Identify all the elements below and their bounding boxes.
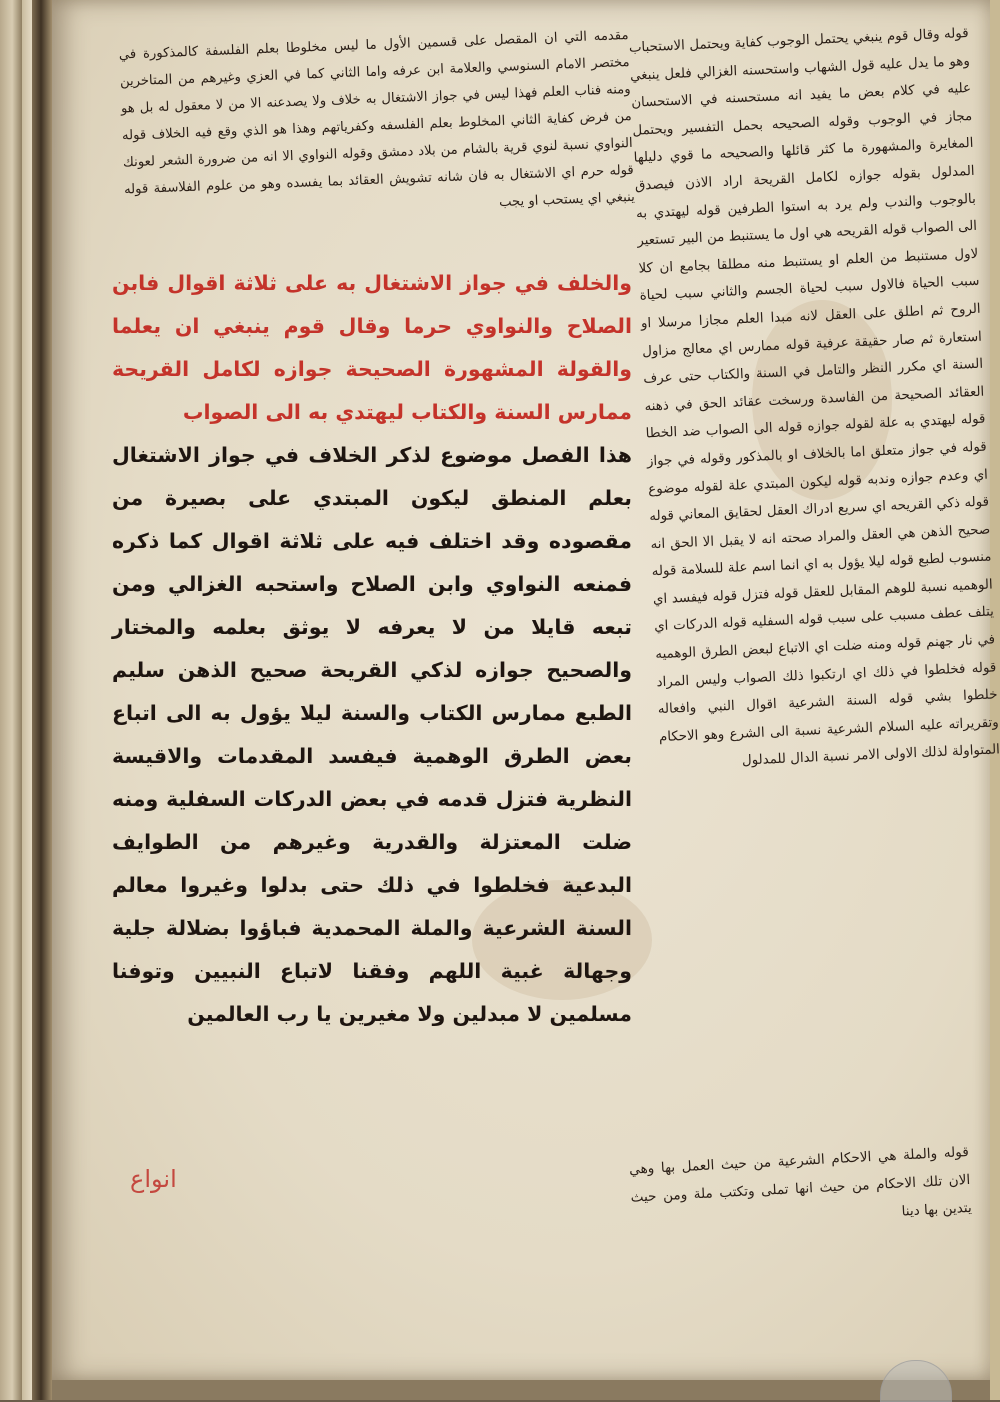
catchword: انواع (130, 1165, 177, 1193)
left-leaf-strip (22, 0, 32, 1400)
binding-gutter (32, 0, 52, 1400)
top-gloss-text: مقدمه التي ان المقصل على قسمين الأول ما ليس مخلوطا بعلم الفلسفة كالمذكورة في مختصر الامام السنوسي والعلامة ابن عرفه واما الثاني كما في العزي وغيرهم من المتاخرين ومنه فناب العلم فهذا ليس في جواز الاشتغال به خلاف ولا يصدعنه الا من لا معقول له بل هو من فرض كفاية الثاني المخلوط بعلم الفلسفه وكفرياتهم وهذا هو الذي وقع فيه الخلاف قوله النواوي نسبة لنوي قرية بالشام من بلاد دمشق وقوله النواوي الا انه من ضرورة الشعر لعونك قوله حرم اي الاشتغال به فان شانه تشويش العقائد بما يفسده وهو من علوم الفلاسفة قوله ينبغي اي يستحب او يجب (118, 27, 636, 211)
right-gloss-text: قوله وقال قوم ينبغي يحتمل الوجوب كفاية ويحتمل الاستحباب وهو ما يدل عليه قول الشهاب واستحسنه الغزالي فلعل ينبغي عليه في كلام بعض ما يفيد انه مستحسنه في الاستحسان مجاز في الوجوب وقوله الصحيحه بحمل التفسير ويحتمل المغايرة والمشهورة ما كثر قائلها والصحيحه ما قوي دليلها المدلول بقوله جوازه لكامل القريحة اراد الاذن فيصدق بالوجوب والندب ولم يرد به استوا الطرفين قوله ليهتدي به الى الصواب قوله القريحه هي اول ما يستنبط من البير تستعير لاول مستنبط من العلم او يستنبط منه مطلقا بجامع ان كلا سبب الحياة فالاول سبب لحياة الجسم والثاني سبب لحياة الروح ثم اطلق على العقل لانه مبدا العلم مجازا مرسلا او استعارة ثم صار حقيقة عرفية قوله ممارس اي معالج مزاول السنة اي مكرر النظر والتامل في السنة والكتاب حتى عرف العقائد الصحيحة من الفاسدة ورسخت عقائد الحق في ذهنه قوله ليهتدي به علة لقوله جوازه قوله الى الصواب ضد الخطا قوله في جواز متعلق اما بالخلاف او بالمذكور وقوله في جواز اي وعدم جوازه وندبه قوله ليكون المبتدي علة لقوله موضوع قوله ذكي القريحه اي سريع ادراك العقل لحقايق المعاني قوله صحيح الذهن هي العقل والمراد صحته انه لا يقبل الا الحق انه منسوب لطبع قوله ليلا يؤول به اي انما اسم علة للسلامة قوله الوهميه نسبة للوهم المقابل للعقل قوله فتزل قوله فيفسد اي يتلف عطف مسبب على سبب قوله السفليه قوله الدركات اي في نار جهنم قوله ومنه ضلت اي الاتباع لبعض الطرق الوهميه قوله فخلطوا في ذلك اي ارتكبوا ذلك الصواب وليس المراد خلطوا بشي قوله السنة الشرعية اقوال النبي وافعاله وتقريراته عليه السلام الشرعية نسبة الى الشرع وهو الاحكام المتواولة لذلك الاولى الامر نسبة الدال للمدلول (628, 25, 1000, 769)
page-bottom-edge (52, 1380, 990, 1400)
bottom-marginal-gloss (628, 1138, 972, 1240)
main-text-block (112, 262, 632, 1036)
main-text-commentary: هذا الفصل موضوع لذكر الخلاف في جواز الاشتغال بعلم المنطق ليكون المبتدي على بصيرة من مقصوده وقد اختلف فيه على ثلاثة اقوال كما ذكره فمنعه النواوي وابن الصلاح واستحبه الغزالي ومن تبعه قايلا من لا يعرفه لا يوثق بعلمه والمختار والصحيح جوازه لذكي القريحة صحيح الذهن سليم الطبع ممارس الكتاب والسنة ليلا يؤول به الى اتباع بعض الطرق الوهمية فيفسد المقدمات والاقيسة النظرية فتزل قدمه في بعض الدركات السفلية ومنه ضلت المعتزلة والقدرية وغيرهم من الطوايف البدعية فخلطوا في ذلك حتى بدلوا وغيروا معالم السنة الشرعية والملة المحمدية فباؤوا بضلالة جلية وجهالة غبية اللهم وفقنا لاتباع النبيين وتوفنا مسلمين لا مبدلين ولا مغيرين يا رب العالمين (112, 443, 632, 1026)
right-marginal-gloss (628, 20, 1000, 779)
left-page-edge (0, 0, 22, 1400)
main-text-rubric: والخلف في جواز الاشتغال به على ثلاثة اقوال فابن الصلاح والنواوي حرما وقال قوم ينبغي ان يعلما والقولة المشهورة الصحيحة جوازه لكامل القريحة ممارس السنة والكتاب ليهتدي به الى الصواب (112, 271, 632, 424)
bottom-gloss-text: قوله والملة هي الاحكام الشرعية من حيث العمل بها وهي الان تلك الاحكام من حيث انها تملى وتكتب ملة ومن حيث يتدين بها دينا (628, 1143, 973, 1220)
top-marginal-gloss (118, 22, 635, 230)
